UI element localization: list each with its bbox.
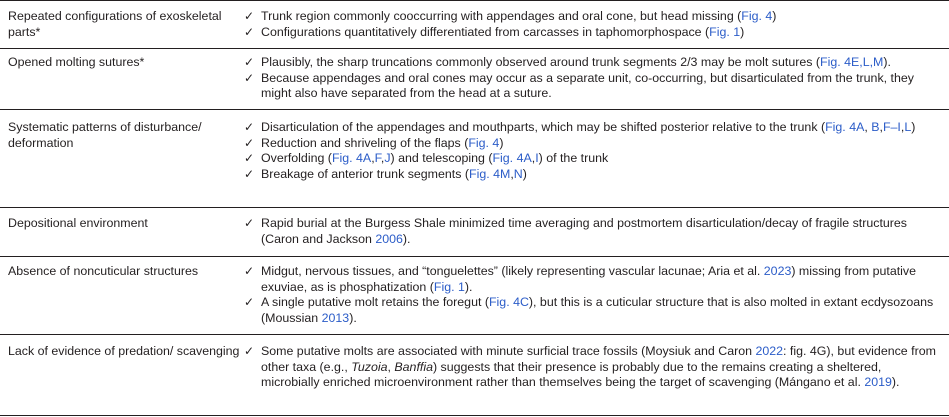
checklist-item bbox=[244, 9, 943, 25]
table-row bbox=[0, 256, 949, 334]
citation-link[interactable]: Fig. 4 bbox=[741, 9, 773, 23]
checklist-item bbox=[244, 264, 943, 295]
item-text bbox=[261, 55, 943, 71]
citation-link[interactable]: F–I bbox=[882, 120, 901, 134]
checkmark-icon: ✓ bbox=[244, 344, 255, 358]
checkmark-icon: ✓ bbox=[244, 295, 255, 310]
text-segment: Plausibly, the sharp truncations commonly observed around trunk segments 2/3 may be molt sutures ( bbox=[261, 55, 820, 69]
checkmark-icon: ✓ bbox=[244, 216, 255, 230]
text-segment: ). bbox=[464, 279, 473, 294]
table-row bbox=[0, 0, 949, 48]
text-segment: Reduction and shriveling of the flaps ( bbox=[261, 135, 469, 150]
citation-link[interactable]: 2013 bbox=[321, 310, 350, 325]
text-segment: Trunk region commonly cooccurring with appendages and oral cone, but head missing ( bbox=[261, 9, 742, 23]
citation-link[interactable]: Fig. 4A bbox=[825, 120, 865, 134]
text-segment: ) and telescoping ( bbox=[390, 151, 493, 166]
citation-link[interactable]: Fig. 1 bbox=[433, 279, 465, 294]
item-text bbox=[261, 71, 943, 102]
text-segment: ). bbox=[883, 55, 891, 69]
text-segment: Disarticulation of the appendages and mouthparts, which may be shifted posterior relative to the trunk ( bbox=[261, 120, 826, 134]
row-label: Absence of noncuticular structures bbox=[8, 264, 199, 278]
row-label: Opened molting sutures* bbox=[8, 55, 145, 69]
text-segment: Configurations quantitatively differentiated from carcasses in taphomorphospace ( bbox=[261, 24, 710, 39]
item-text bbox=[261, 120, 943, 136]
text-segment: ) of the trunk bbox=[538, 151, 609, 166]
text-segment: Rapid burial at the Burgess Shale minimized time averaging and postmortem disarticulation/decay of fragile structures (Caron and Jackson bbox=[261, 216, 908, 246]
checklist-item bbox=[244, 295, 943, 326]
checkmark-icon: ✓ bbox=[244, 166, 255, 181]
checkmark-icon: ✓ bbox=[244, 24, 255, 39]
text-segment: : fig. 4G), but evidence from other taxa (e.g., bbox=[261, 344, 936, 374]
citation-link[interactable]: I bbox=[535, 151, 539, 166]
checklist-item bbox=[244, 216, 943, 247]
citation-link[interactable]: 2006 bbox=[375, 231, 403, 246]
text-segment: ) bbox=[911, 120, 916, 134]
text-segment: , bbox=[510, 166, 514, 181]
checklist-item bbox=[244, 344, 943, 391]
citation-link[interactable]: J bbox=[384, 151, 391, 166]
text-segment: Midgut, nervous tissues, and “tonguelettes” (likely representing vascular lacunae; Aria et al. bbox=[261, 264, 764, 278]
row-label: Lack of evidence of predation/ scavenging bbox=[8, 344, 240, 358]
row-items bbox=[244, 344, 949, 415]
row-items bbox=[244, 55, 949, 109]
item-text bbox=[261, 167, 943, 183]
item-text bbox=[261, 264, 943, 295]
citation-link[interactable]: Fig. 4A bbox=[331, 151, 372, 166]
citation-link[interactable]: Fig. 4M bbox=[469, 166, 511, 181]
row-items bbox=[244, 9, 949, 48]
text-segment: , bbox=[900, 120, 905, 134]
text-segment: A single putative molt retains the foregut ( bbox=[261, 295, 489, 310]
citation-link[interactable]: L bbox=[904, 120, 912, 134]
text-segment: ) missing from putative exuviae, as is phosphatization ( bbox=[261, 264, 916, 294]
table-row bbox=[0, 334, 949, 416]
text-segment: , bbox=[387, 359, 395, 374]
item-text bbox=[261, 9, 943, 25]
citation-link[interactable]: Fig. 4A bbox=[492, 151, 532, 166]
table-row bbox=[0, 48, 949, 109]
text-segment: , bbox=[531, 151, 536, 166]
text-segment: ) bbox=[522, 166, 527, 181]
citation-link[interactable]: Fig. 4C bbox=[488, 295, 529, 310]
citation-link[interactable]: Fig. 4E,L,M bbox=[820, 55, 884, 69]
table-row bbox=[0, 207, 949, 256]
row-label: Systematic patterns of disturbance/ deformation bbox=[8, 120, 202, 150]
citation-link[interactable]: N bbox=[513, 166, 523, 181]
row-items bbox=[244, 120, 949, 207]
text-segment: , bbox=[380, 151, 385, 166]
text-segment: ), but this is a cuticular structure that is also molted in extant ecdysozoans (Moussian bbox=[261, 295, 934, 325]
citation-link[interactable]: B bbox=[871, 120, 880, 134]
checklist-item bbox=[244, 151, 943, 167]
text-segment: , bbox=[864, 120, 872, 134]
row-label: Depositional environment bbox=[8, 216, 148, 230]
row-label: Repeated configurations of exoskeletal parts* bbox=[8, 9, 222, 39]
checkmark-icon: ✓ bbox=[244, 264, 255, 278]
checkmark-icon: ✓ bbox=[244, 135, 255, 150]
table-row bbox=[0, 109, 949, 207]
item-text bbox=[261, 216, 943, 247]
item-text bbox=[261, 151, 943, 167]
taxon-name: Banffia bbox=[394, 359, 433, 374]
citation-link[interactable]: 2023 bbox=[763, 264, 792, 278]
citation-link[interactable]: 2019 bbox=[864, 375, 892, 390]
text-segment: , bbox=[371, 151, 375, 166]
row-items bbox=[244, 264, 949, 334]
checklist-item bbox=[244, 167, 943, 183]
checkmark-icon: ✓ bbox=[244, 70, 255, 85]
checklist-item bbox=[244, 136, 943, 152]
checklist-item bbox=[244, 71, 943, 102]
row-items bbox=[244, 216, 949, 256]
text-segment: , bbox=[879, 120, 883, 134]
text-segment: ) suggests that their presence is probably due to the remains creating a sheltered, microbially enriched microenvironment rather than themselves being the target of scavenging (Mángano et al. bbox=[261, 359, 882, 390]
item-text bbox=[261, 25, 943, 41]
checkmark-icon: ✓ bbox=[244, 120, 255, 134]
text-segment: ) bbox=[740, 24, 745, 39]
checklist-item bbox=[244, 25, 943, 41]
text-segment: Breakage of anterior trunk segments ( bbox=[261, 166, 469, 181]
citation-link[interactable]: Fig. 4 bbox=[468, 135, 500, 150]
text-segment: ) bbox=[499, 135, 504, 150]
checkmark-icon: ✓ bbox=[244, 9, 255, 23]
checklist-item bbox=[244, 55, 943, 71]
text-segment: ). bbox=[349, 310, 357, 325]
item-text bbox=[261, 136, 943, 152]
citation-link[interactable]: Fig. 1 bbox=[709, 24, 741, 39]
text-segment: Because appendages and oral cones may occur as a separate unit, co-occurring, but disarticulated from the trunk, they might also have separated from the head at a suture. bbox=[261, 70, 914, 101]
text-segment: Some putative molts are associated with minute surficial trace fossils (Moysiuk and Caron bbox=[261, 344, 756, 358]
checklist-item bbox=[244, 120, 943, 136]
item-text bbox=[261, 295, 943, 326]
taxon-name: Tuzoia bbox=[351, 359, 388, 374]
citation-link[interactable]: F bbox=[374, 151, 381, 166]
text-segment: Overfolding ( bbox=[261, 151, 332, 166]
text-segment: ). bbox=[891, 375, 900, 390]
text-segment: ) bbox=[772, 9, 777, 23]
checkmark-icon: ✓ bbox=[244, 151, 255, 166]
citation-link[interactable]: 2022 bbox=[755, 344, 784, 358]
text-segment: ). bbox=[402, 231, 411, 246]
item-text bbox=[261, 344, 943, 391]
checkmark-icon: ✓ bbox=[244, 55, 255, 69]
